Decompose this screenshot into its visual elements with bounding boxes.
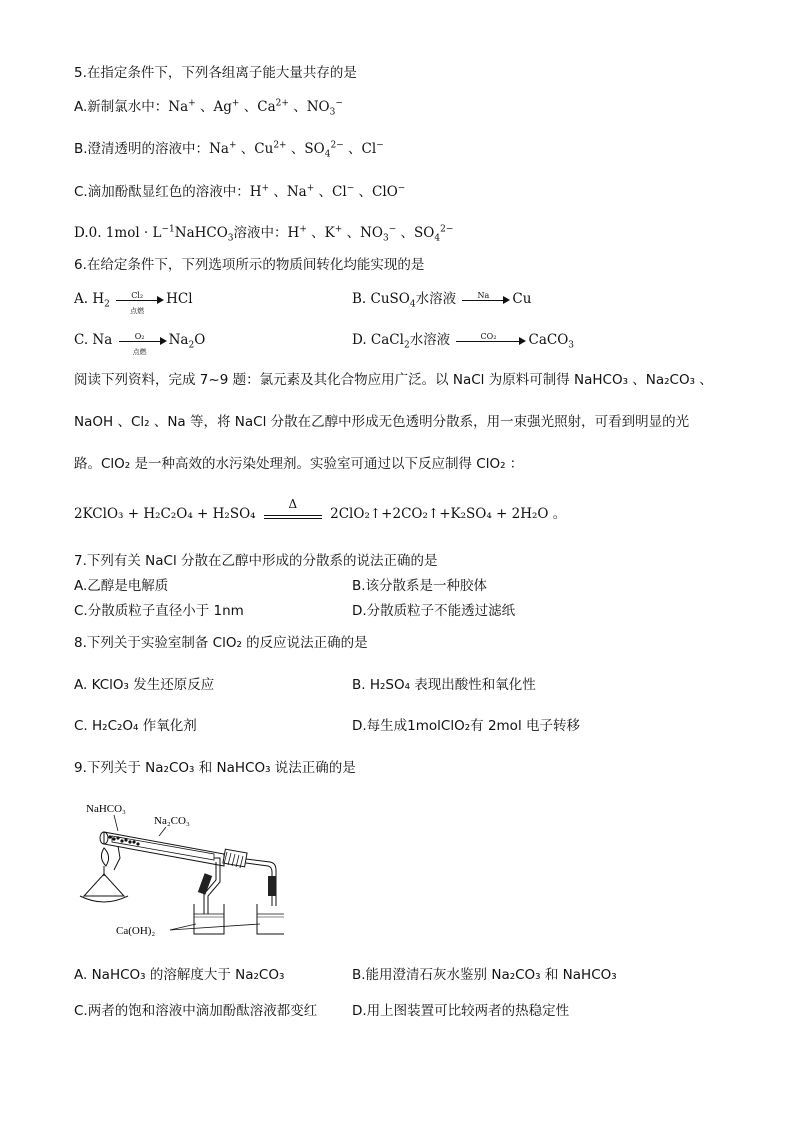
q5-d-label: D.0. 1mol · L: [74, 225, 162, 241]
q6-option-d: D. CaCl$_2$水溶液 CO₂ CaCO$_3$: [352, 331, 574, 349]
q8-option-d: D.每生成1molClO₂有 2mol 电子转移: [352, 718, 580, 734]
equation-reactants: 2KClO₃ + H₂C₂O₄ + H₂SO₄: [74, 506, 256, 522]
passage-line-3: 路。ClO₂ 是一种高效的水污染处理剂。实验室可通过以下反应制得 ClO₂ ：: [74, 456, 524, 472]
q6-c-result2: O: [194, 332, 206, 348]
reaction-equation: [74, 496, 567, 523]
q6-a-result: HCl: [166, 291, 193, 307]
q5-option-a: A.新制氯水中：Na+ 、Ag+ 、$Ca^{2+}$ 、$NO_3^-$: [74, 98, 343, 118]
q6-d-arrow: [456, 331, 526, 348]
q7-option-a: A.乙醇是电解质: [74, 578, 169, 594]
q5-option-c: C.滴加酚酞显红色的溶液中：H+ 、Na+ 、Cl− 、ClO−: [74, 183, 406, 200]
q9-stem: 9.下列关于 Na₂CO₃ 和 NaHCO₃ 说法正确的是: [74, 760, 356, 776]
q6-a-prefix: A. H: [74, 291, 105, 307]
q5-a-label: A.新制氯水中：: [74, 99, 169, 115]
q9-option-b: B.能用澄清石灰水鉴别 Na₂CO₃ 和 NaHCO₃: [352, 967, 617, 983]
q5-d-label3: 溶液中：: [233, 225, 288, 241]
passage-line-2: NaOH 、Cl₂ 、Na 等，将 NaCl 分散在乙醇中形成无色透明分散系，用一束强光照射，可看到明显的光: [74, 414, 690, 430]
q5-d-label2: NaHCO: [174, 225, 228, 241]
q6-b-result: Cu: [512, 291, 532, 307]
q6-c-prefix: C. Na: [74, 332, 113, 348]
equation-condition: Δ: [288, 496, 298, 511]
q6-b-prefix: B. CuSO: [352, 291, 410, 307]
q6-b-solution: 水溶液: [415, 291, 457, 307]
q5-c-label: C.滴加酚酞显红色的溶液中：: [74, 184, 250, 200]
q5-b-label: B.澄清透明的溶液中：: [74, 141, 210, 157]
q6-stem: 6.在给定条件下，下列选项所示的物质间转化均能实现的是: [74, 257, 425, 273]
q6-d-arrow-top: CO₂: [480, 331, 497, 341]
apparatus-drawing: [74, 796, 284, 941]
q6-c-arrow-top: O₂: [134, 331, 145, 341]
q8-option-c: C. H₂C₂O₄ 作氧化剂: [74, 718, 197, 734]
q6-c-arrow: [119, 331, 167, 356]
q6-a-arrow-bot: 点燃: [130, 306, 145, 315]
q7-option-d: D.分散质粒子不能透过滤纸: [352, 603, 516, 619]
q7-option-c: C.分散质粒子直径小于 1nm: [74, 603, 244, 619]
equation-heat-sign: [264, 496, 322, 523]
q6-option-a: A. $H_2$ Cl₂ 点燃 HCl: [74, 290, 193, 308]
q8-option-a: A. KClO₃ 发生还原反应: [74, 677, 215, 693]
q6-a-arrow-top: Cl₂: [131, 290, 144, 300]
q7-stem: 7.下列有关 NaCl 分散在乙醇中形成的分散系的说法正确的是: [74, 553, 438, 569]
q6-b-arrow-top: Na: [477, 290, 490, 300]
q5-stem: 5.在指定条件下，下列各组离子能大量共存的是: [74, 65, 357, 81]
q6-d-prefix: D. CaCl: [352, 332, 404, 348]
q6-c-arrow-bot: 点燃: [132, 347, 147, 356]
q5-option-b: B.澄清透明的溶液中：Na+ 、$Cu^{2+}$ 、$SO_4^{2-}$ 、Cl−: [74, 140, 384, 160]
fig-label-nahco3: NaHCO₃: [86, 803, 126, 815]
q9-option-c: C.两者的饱和溶液中滴加酚酞溶液都变红: [74, 1003, 318, 1019]
q6-option-b: B. CuSO$_4$水溶液 Na Cu: [352, 290, 531, 308]
q7-option-b: B.该分散系是一种胶体: [352, 578, 488, 594]
q9-option-d: D.用上图装置可比较两者的热稳定性: [352, 1003, 570, 1019]
q6-a-arrow: [116, 290, 164, 315]
equation-products: 2ClO₂↑+2CO₂↑+K₂SO₄ + 2H₂O 。: [330, 506, 567, 522]
q9-option-a: A. NaHCO₃ 的溶解度大于 Na₂CO₃: [74, 967, 285, 983]
thermal-stability-apparatus-figure: [74, 796, 284, 941]
q6-option-c: C. Na O₂ 点燃 $Na_2O$: [74, 331, 205, 349]
q8-stem: 8.下列关于实验室制备 ClO₂ 的反应说法正确的是: [74, 635, 368, 651]
fig-label-caoh2: Ca(OH)₂: [116, 925, 156, 937]
q6-b-arrow: [462, 290, 510, 307]
q5-option-d: D.0. $1mol \cdot L^{-1}NaHCO_3$溶液中：H+ 、K+ 、$NO_3^-$ 、$SO_4^{2-}$: [74, 224, 454, 244]
q6-c-result: Na: [168, 332, 189, 348]
passage-line-1: 阅读下列资料，完成 7~9 题：氯元素及其化合物应用广泛。以 NaCl 为原料可制得 NaHCO₃ 、Na₂CO₃ 、: [74, 372, 713, 388]
q6-d-solution: 水溶液: [409, 332, 451, 348]
fig-label-na2co3: Na₂CO₃: [154, 815, 190, 827]
q6-d-result: CaCO: [528, 332, 569, 348]
q8-option-b: B. H₂SO₄ 表现出酸性和氧化性: [352, 677, 536, 693]
